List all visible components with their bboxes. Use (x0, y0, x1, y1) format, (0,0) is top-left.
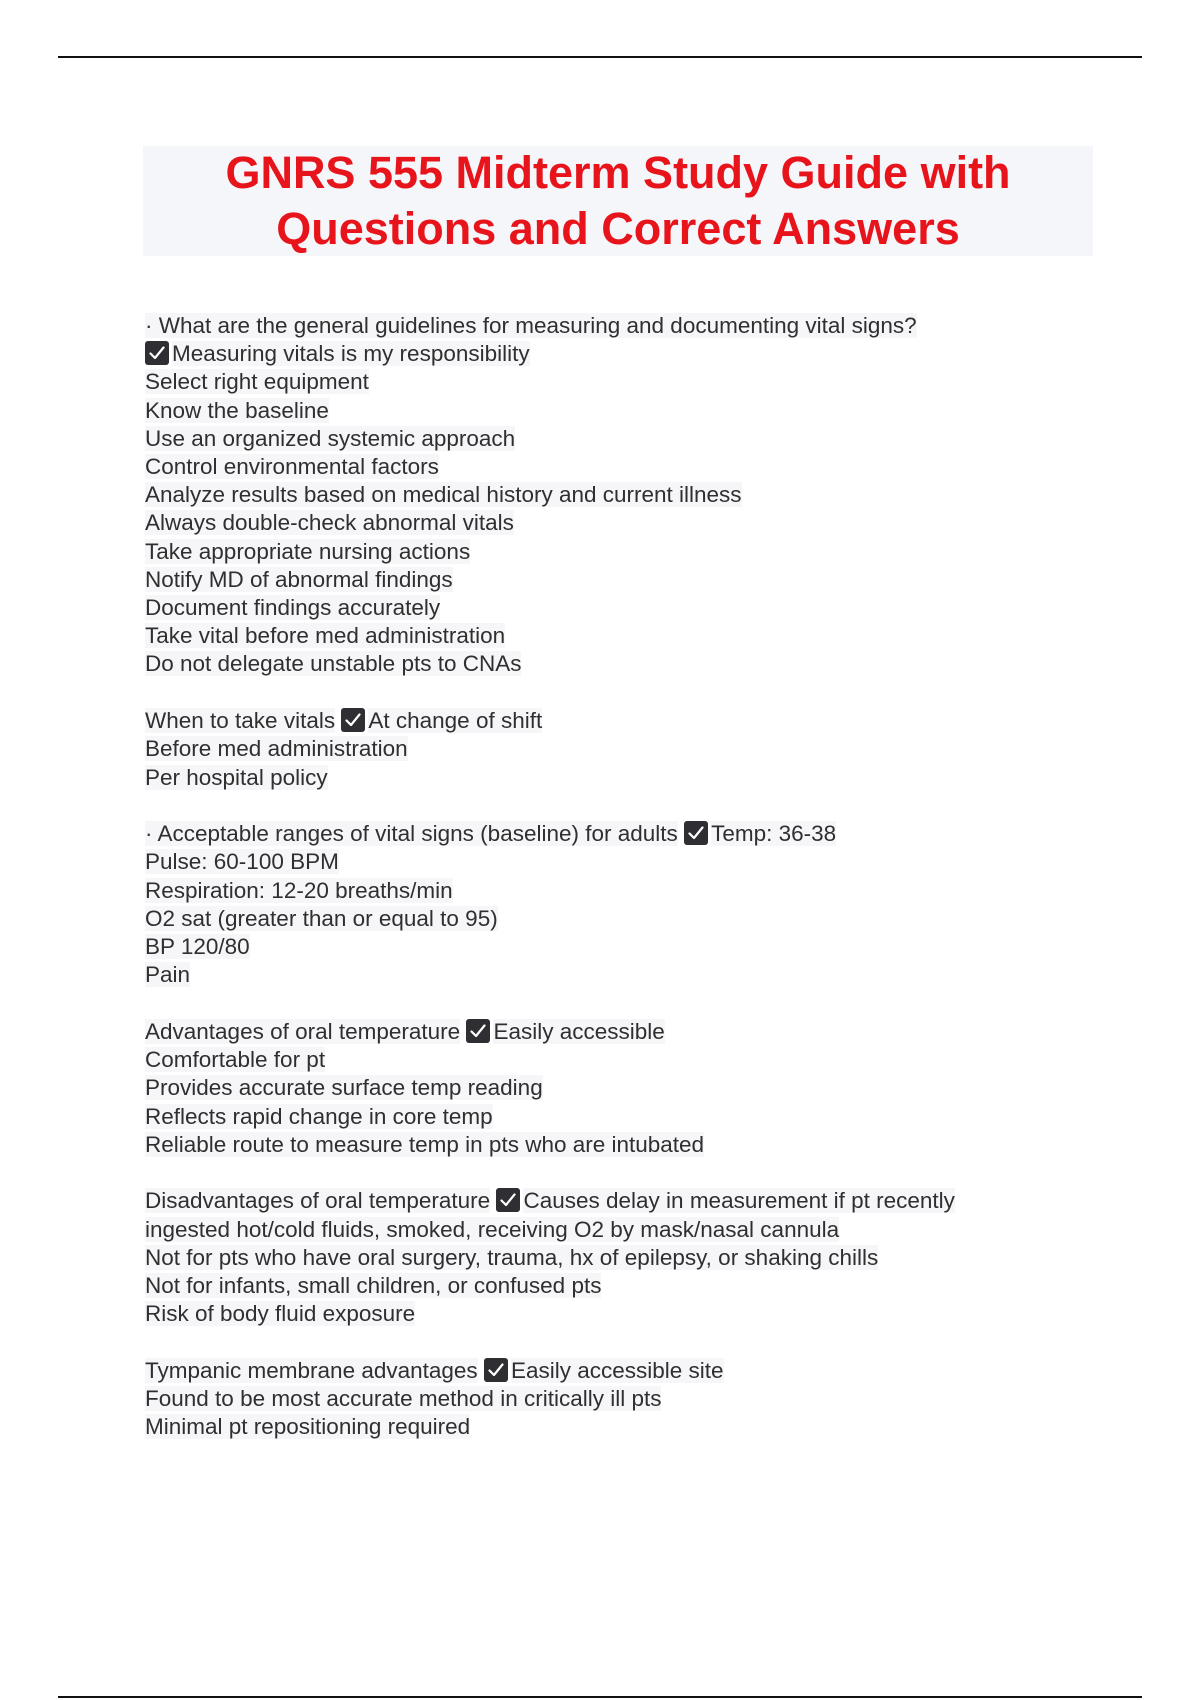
answer-line (145, 933, 1145, 961)
qa-block (145, 820, 1145, 989)
answer-text: Respiration: 12-20 breaths/min (145, 877, 453, 903)
answer-line (145, 905, 1145, 933)
answer-line (145, 397, 1145, 425)
answer-text: Provides accurate surface temp reading (145, 1075, 543, 1101)
answer-line (145, 1385, 1145, 1413)
answer-line (145, 877, 1145, 905)
question-line (145, 1018, 1145, 1046)
answer-line (145, 848, 1145, 876)
answer-line (145, 368, 1145, 396)
question-text: Disadvantages of oral temperature (145, 1188, 491, 1214)
question-line (145, 312, 1145, 340)
bottom-rule (58, 1696, 1142, 1698)
question-text: · What are the general guidelines for measuring and documenting vital signs? (145, 313, 917, 338)
answer-line (145, 1074, 1145, 1102)
answer-line (145, 1272, 1145, 1300)
answer-text: BP 120/80 (145, 934, 250, 960)
title-line-1: GNRS 555 Midterm Study Guide with (225, 147, 1011, 198)
answer-text: Not for pts who have oral surgery, trauma, hx of epilepsy, or shaking chills (145, 1244, 879, 1270)
answer-text: Pain (145, 962, 191, 988)
answer-line (145, 1046, 1145, 1074)
answer-line (145, 735, 1145, 763)
answer-text: Do not delegate unstable pts to CNAs (145, 651, 522, 677)
qa-block (145, 707, 1145, 792)
answer-line (145, 1244, 1145, 1272)
answer-text: Analyze results based on medical history and current illness (145, 482, 742, 508)
answer-line (145, 1216, 1145, 1244)
answer-line (145, 481, 1145, 509)
answer-text: At change of shift (368, 708, 543, 734)
question-line (145, 1357, 1145, 1385)
answer-line (145, 650, 1145, 678)
answer-line (145, 1103, 1145, 1131)
qa-block (145, 1187, 1145, 1328)
answer-text: Causes delay in measurement if pt recently (523, 1188, 955, 1214)
answer-text: Pulse: 60-100 BPM (145, 849, 339, 875)
answer-text: Temp: 36-38 (711, 821, 837, 847)
answer-line (145, 425, 1145, 453)
qa-block (145, 312, 1145, 679)
answer-text: Reflects rapid change in core temp (145, 1103, 493, 1129)
answer-text: Found to be most accurate method in critically ill pts (145, 1386, 662, 1412)
checkmark-box-icon (341, 708, 365, 732)
answer-text: Before med administration (145, 736, 408, 762)
answer-text: Always double-check abnormal vitals (145, 510, 514, 536)
answer-text: Know the baseline (145, 397, 329, 423)
answer-text: ingested hot/cold fluids, smoked, receiving O2 by mask/nasal cannula (145, 1216, 840, 1242)
question-text: Advantages of oral temperature (145, 1018, 461, 1044)
checkmark-box-icon (466, 1019, 490, 1043)
answer-text: Easily accessible (493, 1018, 665, 1044)
checkmark-box-icon (684, 821, 708, 845)
answer-text: Measuring vitals is my responsibility (172, 341, 530, 367)
answer-text: Easily accessible site (510, 1358, 724, 1383)
answer-line (145, 622, 1145, 650)
question-line (145, 707, 1145, 735)
answer-text: Comfortable for pt (145, 1047, 326, 1073)
qa-content (145, 312, 1145, 1470)
answer-line (145, 538, 1145, 566)
question-text: When to take vitals (145, 708, 336, 734)
answer-text: Use an organized systemic approach (145, 425, 516, 451)
answer-line (145, 1413, 1145, 1441)
answer-line (145, 566, 1145, 594)
answer-text: O2 sat (greater than or equal to 95) (145, 905, 498, 931)
qa-block (145, 1357, 1145, 1442)
checkmark-box-icon (145, 341, 169, 365)
top-rule (58, 56, 1142, 58)
answer-text: Select right equipment (145, 369, 369, 395)
question-text: · Acceptable ranges of vital signs (baseline) for adults (145, 821, 678, 847)
answer-line (145, 340, 1145, 368)
answer-line (145, 509, 1145, 537)
question-line (145, 820, 1145, 848)
question-text: Tympanic membrane advantages (145, 1358, 478, 1383)
answer-line (145, 961, 1145, 989)
answer-text: Not for infants, small children, or confused pts (145, 1273, 602, 1299)
answer-line (145, 1131, 1145, 1159)
title-banner (143, 146, 1093, 256)
answer-text: Risk of body fluid exposure (145, 1301, 416, 1327)
checkmark-box-icon (496, 1188, 520, 1212)
answer-line (145, 453, 1145, 481)
answer-text: Take appropriate nursing actions (145, 538, 471, 564)
answer-text: Take vital before med administration (145, 623, 506, 649)
question-line (145, 1187, 1145, 1215)
answer-line (145, 1300, 1145, 1328)
checkmark-box-icon (484, 1358, 508, 1382)
answer-text: Reliable route to measure temp in pts who are intubated (145, 1131, 705, 1157)
answer-text: Control environmental factors (145, 454, 439, 480)
answer-text: Per hospital policy (145, 764, 328, 790)
answer-line (145, 594, 1145, 622)
title-line-2: Questions and Correct Answers (276, 203, 960, 254)
answer-line (145, 764, 1145, 792)
qa-block (145, 1018, 1145, 1159)
answer-text: Notify MD of abnormal findings (145, 566, 453, 592)
answer-text: Minimal pt repositioning required (145, 1414, 471, 1440)
answer-text: Document findings accurately (145, 595, 441, 621)
